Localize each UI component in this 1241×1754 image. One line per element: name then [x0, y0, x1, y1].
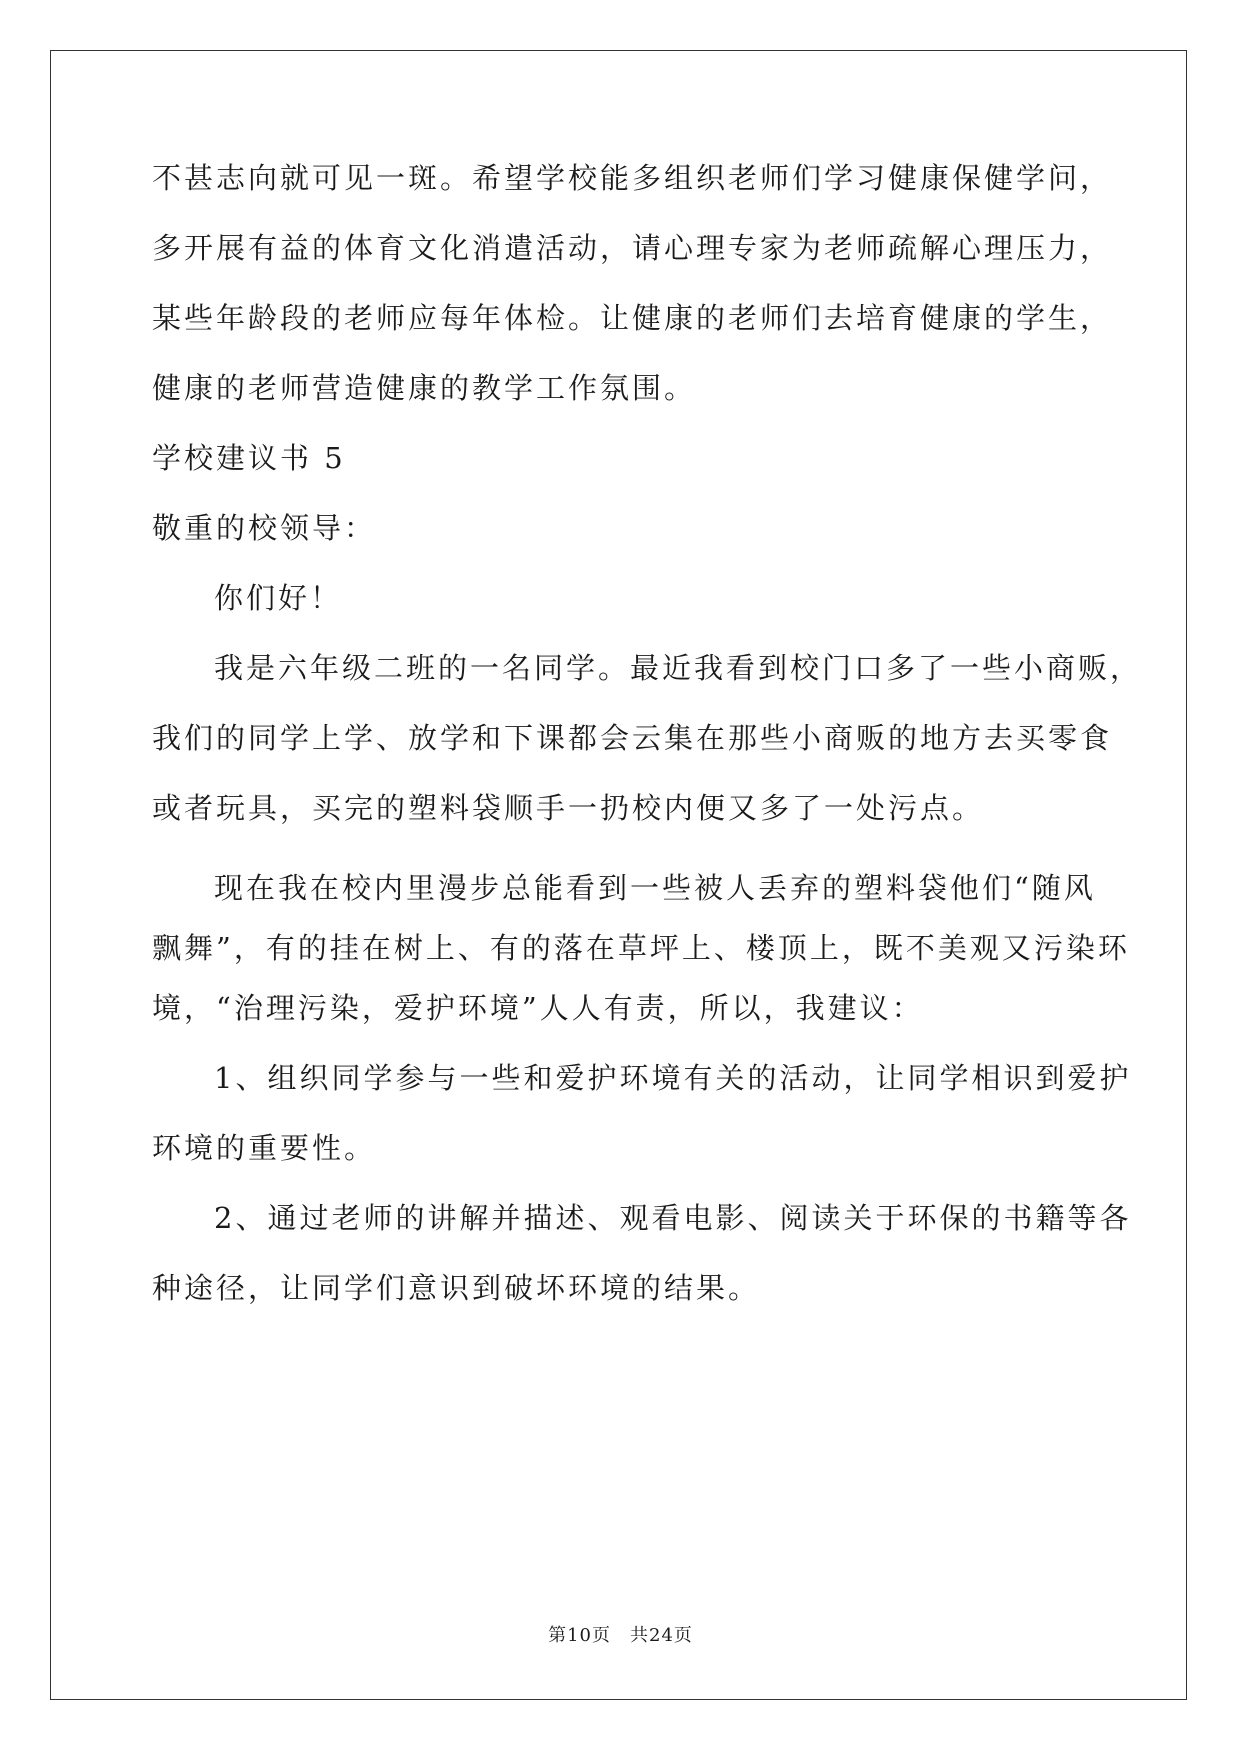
- text-line: 境，“治理污染，爱护环境”人人有责，所以，我建议：: [152, 991, 924, 1025]
- text-line: 现在我在校内里漫步总能看到一些被人丢弃的塑料袋他们“随风: [214, 871, 1096, 905]
- greeting: 你们好！: [214, 581, 343, 615]
- text-line: 或者玩具，买完的塑料袋顺手一扔校内便又多了一处污点。: [152, 791, 985, 825]
- text-line: 健康的老师营造健康的教学工作氛围。: [152, 371, 697, 405]
- text-line: 2、通过老师的讲解并描述、观看电影、阅读关于环保的书籍等各: [214, 1201, 1132, 1235]
- page-number-footer: 第10页 共24页: [548, 1625, 693, 1646]
- text-line: 种途径，让同学们意识到破坏环境的结果。: [152, 1271, 761, 1305]
- section-title: 学校建议书 5: [152, 441, 346, 475]
- text-line: 飘舞”，有的挂在树上、有的落在草坪上、楼顶上，既不美观又污染环: [152, 931, 1130, 965]
- text-line: 环境的重要性。: [152, 1131, 377, 1165]
- salutation: 敬重的校领导：: [152, 511, 377, 545]
- text-line: 1、组织同学参与一些和爱护环境有关的活动，让同学相识到爱护: [214, 1061, 1132, 1095]
- text-line: 我们的同学上学、放学和下课都会云集在那些小商贩的地方去买零食: [152, 721, 1113, 755]
- text-line: 不甚志向就可见一斑。希望学校能多组织老师们学习健康保健学问，: [152, 161, 1113, 195]
- text-line: 某些年龄段的老师应每年体检。让健康的老师们去培育健康的学生，: [152, 301, 1113, 335]
- text-line: 我是六年级二班的一名同学。最近我看到校门口多了一些小商贩，: [214, 651, 1143, 685]
- text-line: 多开展有益的体育文化消遣活动，请心理专家为老师疏解心理压力，: [152, 231, 1113, 265]
